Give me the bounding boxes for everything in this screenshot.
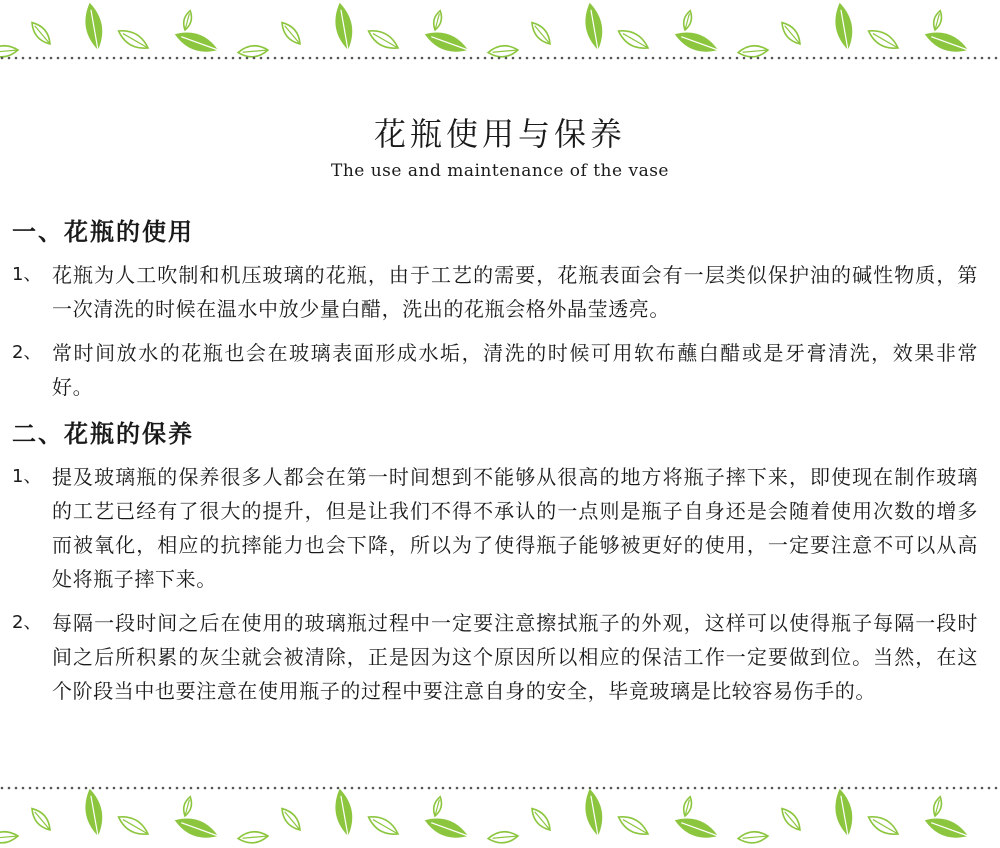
leaf-icon [932, 10, 944, 31]
leaf-icon [182, 796, 194, 817]
section-usage [0, 216, 1000, 404]
leaf-icon [866, 812, 901, 839]
list-item [0, 336, 1000, 404]
leaf-icon [28, 805, 54, 833]
list-item [0, 258, 1000, 326]
item-number: 2、 [12, 612, 42, 633]
top-leaf-border [0, 0, 1000, 62]
leaf-icon [116, 812, 151, 839]
leaf-icon [422, 27, 471, 58]
leaf-icon [528, 805, 554, 833]
leaf-icon [932, 796, 944, 817]
item-text: 每隔一段时间之后在使用的玻璃瓶过程中一定要注意擦拭瓶子的外观，这样可以使得瓶子每隔一段时间之后所积累的灰尘就会被清除，正是因为这个原因所以相应的保洁工作一定要做到位。当然，在这个阶段当中也要注意在使用瓶子的过程中要注意自身的安全，毕竟玻璃是比较容易伤手的。 [52, 611, 978, 703]
leaf-icon [366, 26, 401, 53]
leaf-icon [278, 805, 304, 833]
section-heading: 二、花瓶的保养 [12, 420, 194, 448]
leaf-icon [116, 26, 151, 53]
leaf-icon [738, 831, 769, 845]
section-maintenance [0, 418, 1000, 708]
leaf-icon [366, 812, 401, 839]
leaf-icon [278, 19, 304, 47]
leaf-icon [832, 1, 856, 51]
leaf-icon [182, 10, 194, 31]
list-item [0, 460, 1000, 596]
top-dotted-divider [0, 56, 1000, 60]
item-number: 1、 [12, 466, 42, 487]
leaf-icon [332, 1, 356, 51]
leaf-icon [488, 831, 519, 845]
leaf-icon [582, 1, 606, 51]
leaf-icon [432, 10, 444, 31]
item-text: 常时间放水的花瓶也会在玻璃表面形成水垢，清洗的时候可用软布蘸白醋或是牙膏清洗，效果非常好。 [52, 341, 978, 399]
item-text: 提及玻璃瓶的保养很多人都会在第一时间想到不能够从很高的地方将瓶子摔下来，即使现在制作玻璃的工艺已经有了很大的提升，但是让我们不得不承认的一点则是瓶子自身还是会随着使用次数的增多而被氧化，相应的抗摔能力也会下降，所以为了使得瓶子能够被更好的使用，一定要注意不可以从高处将瓶子摔下来。 [52, 465, 978, 591]
leaf-icon [778, 805, 804, 833]
leaf-icon [172, 27, 221, 58]
leaf-icon [778, 19, 804, 47]
section-heading: 一、花瓶的使用 [12, 218, 194, 246]
item-number: 1、 [12, 264, 42, 285]
leaf-icon [832, 787, 856, 837]
leaf-icon [28, 19, 54, 47]
bottom-leaf-border [0, 786, 1000, 848]
leaf-icon [922, 813, 971, 844]
page-title: 花瓶使用与保养 [373, 115, 626, 153]
leaf-icon [616, 812, 651, 839]
leaf-icon [682, 796, 694, 817]
leaf-icon [432, 796, 444, 817]
item-text: 花瓶为人工吹制和机压玻璃的花瓶，由于工艺的需要，花瓶表面会有一层类似保护油的碱性物质，第一次清洗的时候在温水中放少量白醋，洗出的花瓶会格外晶莹透亮。 [52, 263, 978, 321]
item-number: 2、 [12, 342, 42, 363]
leaf-icon [866, 26, 901, 53]
leaf-icon [682, 10, 694, 31]
leaf-icon [172, 813, 221, 844]
leaf-icon [672, 813, 721, 844]
leaf-icon [82, 1, 106, 51]
leaf-icon [528, 19, 554, 47]
leaf-icon [238, 831, 269, 845]
leaf-icon [616, 26, 651, 53]
page-subtitle: The use and maintenance of the vase [330, 161, 669, 181]
leaf-icon [0, 831, 18, 845]
leaf-icon [332, 787, 356, 837]
leaf-icon [672, 27, 721, 58]
leaf-icon [82, 787, 106, 837]
leaf-icon [422, 813, 471, 844]
leaf-icon [922, 27, 971, 58]
list-item [0, 606, 1000, 708]
leaf-icon [582, 787, 606, 837]
